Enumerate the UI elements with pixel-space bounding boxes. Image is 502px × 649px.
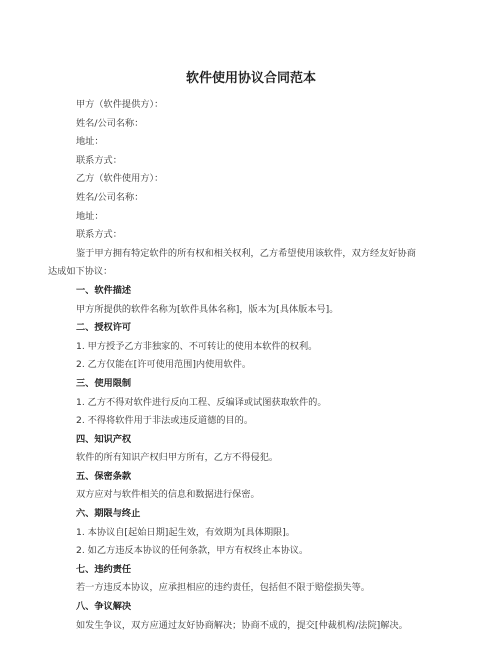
party-a-contact-field: 联系方式： <box>76 154 122 166</box>
section-heading: 五、保密条款 <box>76 470 132 482</box>
section-heading: 三、使用限制 <box>76 377 132 389</box>
section-heading: 一、软件描述 <box>76 284 132 296</box>
section-heading: 二、授权许可 <box>76 322 132 334</box>
party-b-name-field: 姓名/公司名称： <box>76 191 144 203</box>
party-a-header: 甲方（软件提供方）： <box>76 99 164 110</box>
document-body <box>48 96 452 635</box>
party-b-address-field: 地址： <box>76 210 104 222</box>
preamble-line-1: 鉴于甲方拥有特定软件的所有权和相关权利，乙方希望使用该软件，双方经友好协商 <box>76 247 416 259</box>
sections-container <box>62 282 452 635</box>
section-text-line: 2. 乙方仅能在[许可使用范围]内使用软件。 <box>76 359 252 371</box>
party-a-address-field: 地址： <box>76 136 104 148</box>
preamble-line-2: 达成如下协议： <box>48 266 113 278</box>
section-heading: 八、争议解决 <box>76 601 132 613</box>
party-a-name-field: 姓名/公司名称： <box>76 117 144 129</box>
party-b-header: 乙方（软件使用方）： <box>76 173 164 185</box>
section-text-line: 如发生争议，双方应通过友好协商解决；协商不成的，提交[仲裁机构/法院]解决。 <box>76 619 408 631</box>
section-heading: 六、期限与终止 <box>76 508 141 520</box>
section-text-line: 若一方违反本协议，应承担相应的违约责任，包括但不限于赔偿损失等。 <box>76 582 370 594</box>
party-b-contact-field: 联系方式： <box>76 229 122 241</box>
section-text-line: 2. 如乙方违反本协议的任何条款，甲方有权终止本协议。 <box>76 545 309 557</box>
document-title: 软件使用协议合同范本 <box>185 71 316 86</box>
section-text-line: 2. 不得将软件用于非法或违反道德的目的。 <box>76 415 254 427</box>
section-text-line: 甲方所提供的软件名称为[软件具体名称]，版本为[具体版本号]。 <box>76 303 339 315</box>
section-text-line: 1. 乙方不得对软件进行反向工程、反编译或试图获取软件的。 <box>76 396 327 408</box>
section-heading: 七、违约责任 <box>76 563 132 575</box>
section-text-line: 软件的所有知识产权归甲方所有，乙方不得侵犯。 <box>76 452 279 464</box>
section-text-line: 双方应对与软件相关的信息和数据进行保密。 <box>76 489 260 501</box>
section-heading: 四、知识产权 <box>76 433 132 445</box>
section-text-line: 1. 甲方授予乙方非独家的、不可转让的使用本软件的权利。 <box>76 340 318 352</box>
section-text-line: 1. 本协议自[起始日期]起生效，有效期为[具体期限]。 <box>76 526 295 538</box>
